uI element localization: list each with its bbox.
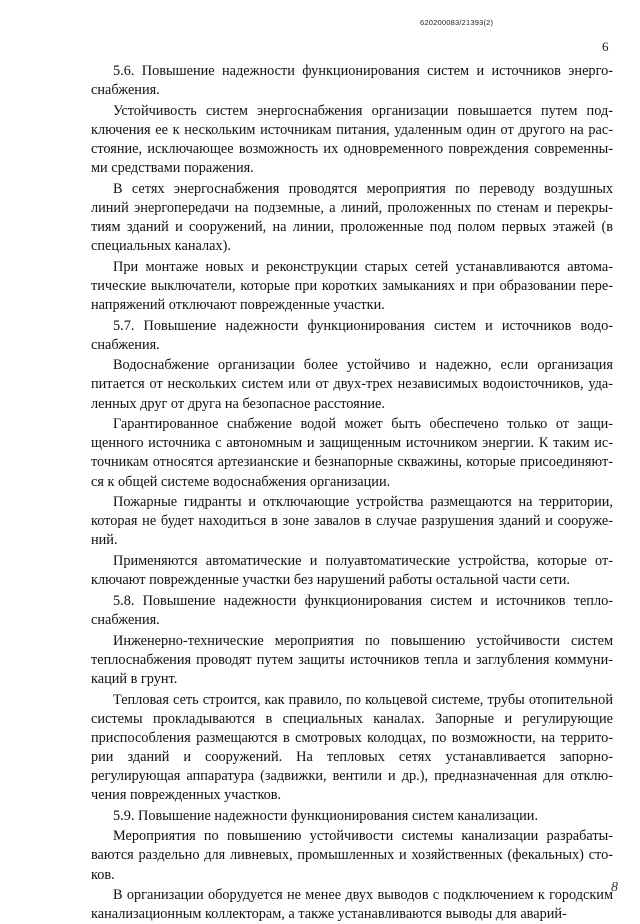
paragraph: Гарантированное снабжение водой может быть обеспечено только от защищенного источника с автономным и защищенным источником энергии. К таким источникам относятся артезианские и безнапорные скважины, которые присоединяются к общей системе водоснабжения организации.: [91, 416, 613, 490]
paragraph: Тепловая сеть строится, как правило, по кольцевой системе, трубы отопительной системы прокладываются в специальных каналах. Запорные и регулирующие приспособления размещаются в смотровых колодцах, по возможности, на территории зданий и сооружений. На тепловых сетях устанавливается запорно-регулирующая аппаратура (задвижки, вентили и др.), предназначенная для отключения поврежденных участков.: [91, 691, 613, 803]
section-heading-5-7: 5.7. Повышение надежности функционирования систем и источников водоснабжения.: [91, 317, 613, 353]
document-body: [91, 62, 613, 924]
paragraph: При монтаже новых и реконструкции старых сетей устанавливаются автоматические выключатели, которые при коротких замыканиях и при образовании перенапряжений отключают поврежденные участки.: [91, 258, 613, 313]
section-heading-5-6: 5.6. Повышение надежности функционирования систем и источников энергоснабжения.: [91, 63, 613, 99]
section-heading-5-9: 5.9. Повышение надежности функционирования систем канализации.: [113, 807, 539, 824]
paragraph: Мероприятия по повышению устойчивости системы канализации разрабатываются раздельно для ливневых, промышленных и хозяйственных (фекальных) стоков.: [91, 828, 613, 883]
paragraph: Применяются автоматические и полуавтоматические устройства, которые отключают поврежденные участки без нарушений работы остальной части сети.: [91, 553, 613, 589]
handwritten-page-mark: 8: [611, 880, 618, 895]
paragraph: В сетях энергоснабжения проводятся мероприятия по переводу воздушных линий энергопередачи на подземные, а линий, проложенных по стенам и перекрытиям зданий и сооружений, на линии, проложенные под полом первых этажей (в специальных каналах).: [91, 180, 613, 255]
paragraph: Пожарные гидранты и отключающие устройства размещаются на территории, которая не будет находиться в зоне завалов в случае разрушения зданий и сооружений.: [91, 494, 613, 549]
paragraph: Водоснабжение организации более устойчиво и надежно, если организация питается от нескольких систем или от двух-трех независимых водоисточников, удаленных друг от друга на безопасное расстояние.: [91, 357, 613, 412]
section-heading-5-8: 5.8. Повышение надежности функционирования систем и источников теплоснабжения.: [91, 592, 613, 628]
paragraph: Устойчивость систем энергоснабжения организации повышается путем подключения ее к нескольким источникам питания, удаленным один от другого на расстояние, исключающее возможность их одновременного повреждения современными средствами поражения.: [91, 102, 613, 177]
page-number: 6: [602, 39, 609, 54]
paragraph: Инженерно-технические мероприятия по повышению устойчивости систем теплоснабжения проводят путем защиты источников тепла и заглубления коммуникаций в грунт.: [91, 632, 613, 687]
document-id: 620200083/21393(2): [420, 18, 494, 27]
paragraph: В организации оборудуется не менее двух выводов с подключением к городским канализационным коллекторам, а также устанавливаются выводы для аварий-: [91, 887, 613, 923]
